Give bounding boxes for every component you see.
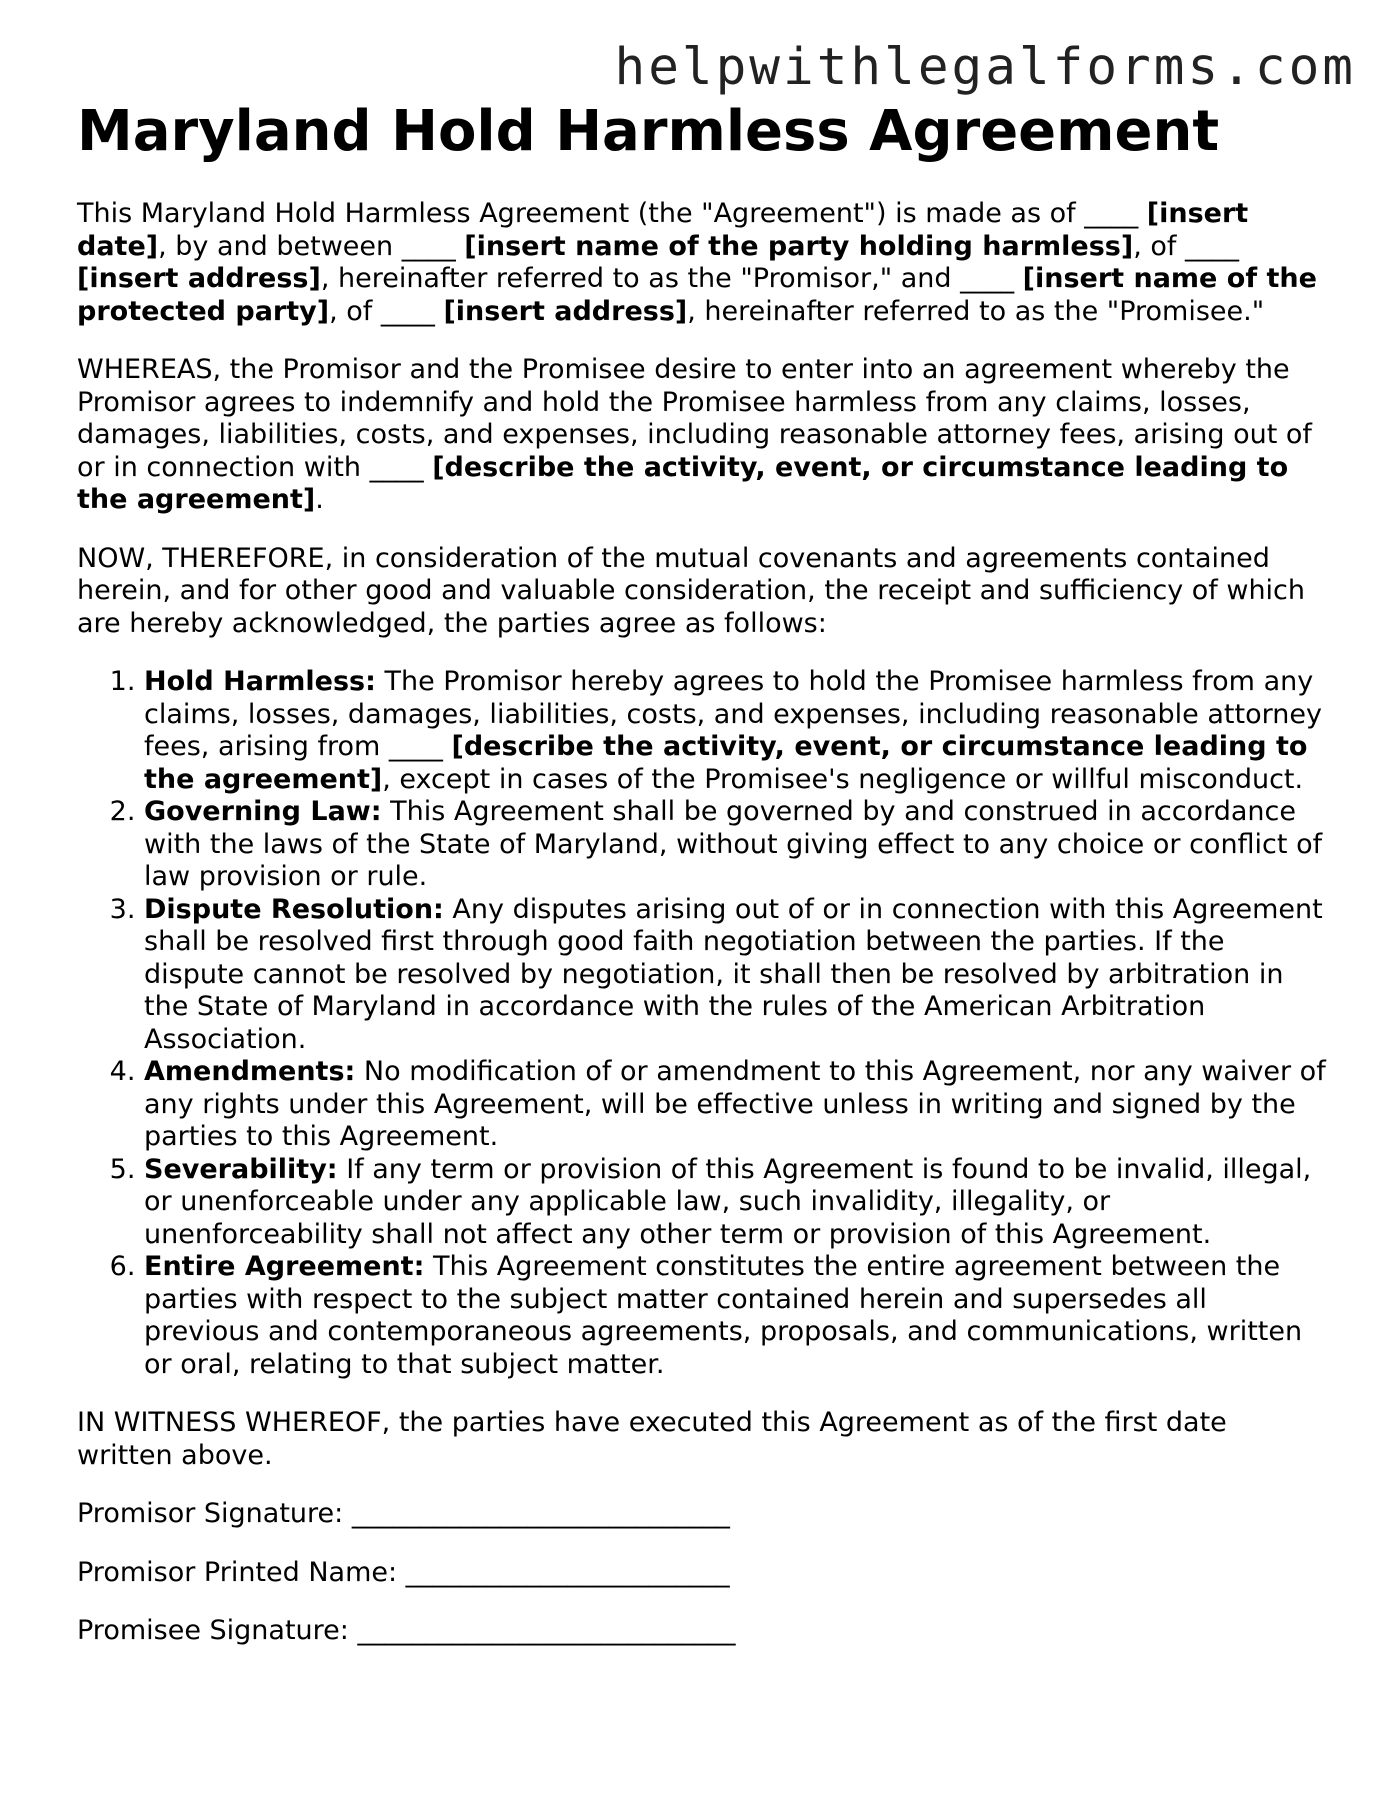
clause-text: No modification of or amendment to this Agreement, nor any waiver of any rights under this Agreement, will be effective unless in writing and signed by the parties to this Agreement. [144,1056,1326,1153]
clause-text: Any disputes arising out of or in connection with this Agreement shall be resolved first through good faith negotiation between the parties. If the dispute cannot be resolved by negotiation, it shall then be resolved by arbitration in the State of Maryland in accordance with the rules of the American Arbitration Association. [144,893,1323,1055]
clause-text: This Agreement shall be governed by and construed in accordance with the laws of the State of Maryland, without giving effect to any choice or conflict of law provision or rule. [144,796,1323,893]
whereas-text: . [315,484,324,516]
clause-heading: Severability: [144,1153,338,1185]
intro-text: , of ____ [329,295,444,327]
intro-text: , by and between ____ [158,230,465,262]
clause-text: The Promisor hereby agrees to hold the Promisee harmless from any claims, losses, damages, liabilities, costs, and expenses, including reasonable attorney fees, arising from ____ [144,666,1322,763]
promisor-printed-name-line: Promisor Printed Name: ________________________ [77,1556,730,1588]
clause-heading: Governing Law: [144,796,382,828]
now-therefore-paragraph: NOW, THEREFORE, in consideration of the mutual covenants and agreements contained herein, and for other good and valuable consideration, the receipt and sufficiency of which are hereby acknowledged, the parties agree as follows: [77,542,1306,639]
promisee-address-placeholder: [insert address] [443,295,688,327]
clause-dispute-resolution [144,894,1327,1057]
promisor-signature-line: Promisor Signature: ____________________________ [77,1498,730,1530]
site-watermark: helpwithlegalforms.com [614,38,1356,97]
intro-paragraph [77,198,1327,328]
activity-placeholder: [describe the activity, event, or circumstance leading to the agreement] [77,451,1289,516]
clause-heading: Dispute Resolution: [144,893,444,925]
date-placeholder: [insert date] [77,198,1249,262]
clause-severability [144,1154,1327,1252]
promisee-name-placeholder: [insert name of the protected party] [77,263,1317,327]
clause-hold-harmless [144,666,1327,796]
whereas-paragraph [77,354,1327,517]
intro-text: , hereinafter referred to as the "Promisor," and ____ [320,263,1023,295]
promisee-signature-line: Promisee Signature: ____________________________ [77,1615,736,1647]
witness-paragraph: IN WITNESS WHEREOF, the parties have executed this Agreement as of the first date written above. [77,1407,1227,1471]
intro-text: This Maryland Hold Harmless Agreement (the "Agreement") is made as of ____ [77,198,1147,230]
intro-text: , hereinafter referred to as the "Promisee." [687,295,1265,327]
clause-heading: Hold Harmless: [144,666,376,698]
clause-text: This Agreement constitutes the entire agreement between the parties with respect to the subject matter contained herein and supersedes all previous and contemporaneous agreements, proposals, and communications, written or oral, relating to that subject matter. [144,1251,1303,1380]
promisor-address-placeholder: [insert address] [77,263,321,295]
clause-amendments [144,1056,1327,1154]
clause-heading: Entire Agreement: [144,1251,425,1283]
clause-entire-agreement [144,1251,1327,1381]
clause-governing-law [144,796,1327,894]
clause-heading: Amendments: [144,1056,356,1088]
activity-placeholder: [describe the activity, event, or circumstance leading to the agreement] [144,731,1308,795]
clause-list [77,666,1327,1381]
whereas-text: WHEREAS, the Promisor and the Promisee desire to enter into an agreement whereby the Promisor agrees to indemnify and hold the Promisee harmless from any claims, losses, damages, liabilities, costs, and expenses, including reasonable attorney fees, arising out of or in connection with ____ [77,354,1312,483]
document-page [77,100,1327,1674]
document-title: Maryland Hold Harmless Agreement [77,99,1220,164]
clause-text: , except in cases of the Promisee's negligence or willful misconduct. [382,763,1304,795]
intro-text: , of ____ [1133,230,1239,262]
promisor-name-placeholder: [insert name of the party holding harmless] [464,230,1134,262]
clause-text: If any term or provision of this Agreement is found to be invalid, illegal, or unenforceable under any applicable law, such invalidity, illegality, or unenforceability shall not affect any other term or provision of this Agreement. [144,1153,1312,1250]
